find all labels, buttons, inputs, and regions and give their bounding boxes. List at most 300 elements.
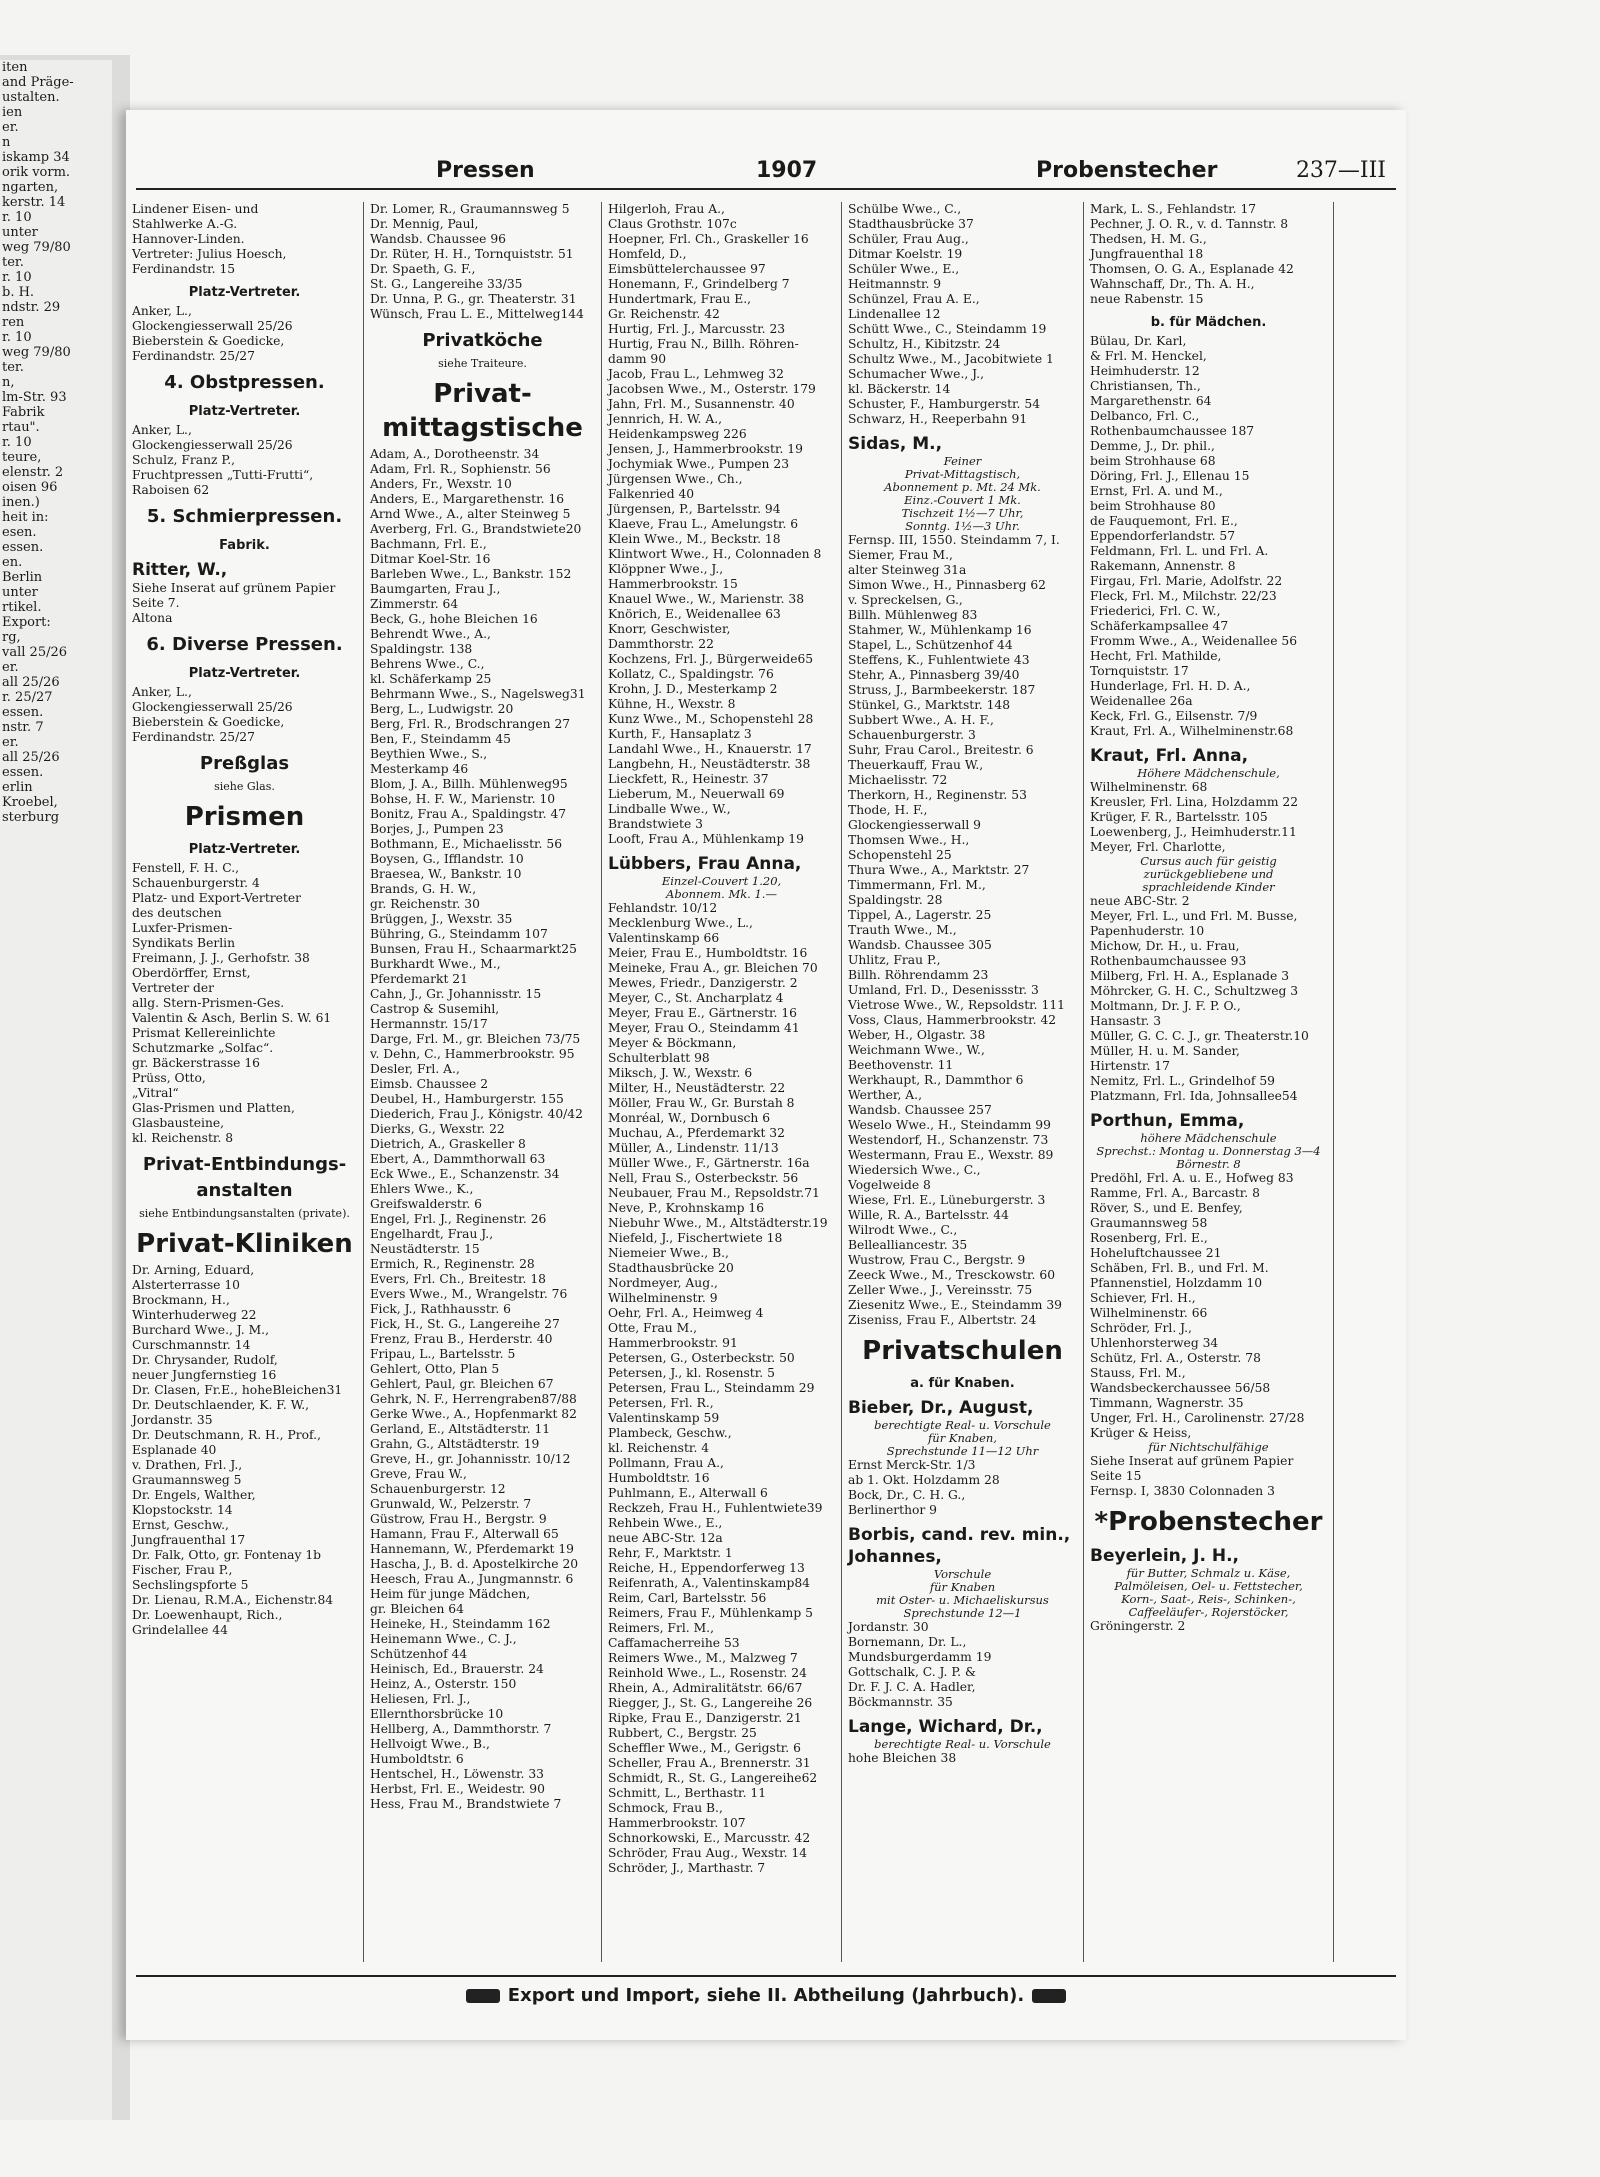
facing-page-text: heit in: (2, 510, 49, 525)
directory-entry: Heimhuderstr. 12 (1090, 364, 1200, 378)
directory-entry: Milter, H., Neustädterstr. 22 (608, 1081, 786, 1095)
directory-entry: Meyer, C., St. Ancharplatz 4 (608, 991, 784, 1005)
directory-entry: Cahn, J., Gr. Johannisstr. 15 (370, 987, 542, 1001)
directory-entry: Lindenallee 12 (848, 307, 941, 321)
directory-entry: Valentin & Asch, Berlin S. W. 61 (132, 1011, 332, 1025)
directory-entry: Glockengiesserwall 25/26 (132, 438, 293, 452)
subheading: Platz-Vertreter. (188, 285, 301, 300)
directory-entry: Grindelallee 44 (132, 1623, 228, 1637)
directory-entry: Klaeve, Frau L., Amelungstr. 6 (608, 517, 799, 531)
directory-entry: Eppendorferlandstr. 57 (1090, 529, 1236, 543)
directory-entry: Hermannstr. 15/17 (370, 1017, 488, 1031)
directory-entry: Hurtig, Frau N., Billh. Röhren- (608, 337, 799, 351)
directory-entry: Firgau, Frl. Marie, Adolfstr. 22 (1090, 574, 1283, 588)
directory-entry: Bothmann, E., Michaelisstr. 56 (370, 837, 563, 851)
directory-entry: Alsterterrasse 10 (132, 1278, 240, 1292)
facing-page-text: r. 10 (2, 330, 32, 345)
directory-page (126, 110, 1406, 2040)
directory-entry: Gerke Wwe., A., Hopfenmarkt 82 (370, 1407, 577, 1421)
directory-entry: Rakemann, Annenstr. 8 (1090, 559, 1236, 573)
directory-entry: Esplanade 40 (132, 1443, 217, 1457)
facing-page-text: unter (2, 225, 38, 240)
directory-entry: Subbert Wwe., A. H. F., (848, 713, 994, 727)
directory-entry: Delbanco, Frl. C., (1090, 409, 1200, 423)
directory-entry: „Vitral“ (132, 1086, 179, 1100)
directory-entry: Werkhaupt, R., Dammthor 6 (848, 1073, 1024, 1087)
facing-page-text: r. 10 (2, 270, 32, 285)
footer-text: Export und Import, siehe II. Abtheilung (Jahrbuch). (507, 1985, 1025, 2006)
directory-entry: Falkenried 40 (608, 487, 695, 501)
directory-entry: Hecht, Frl. Mathilde, (1090, 649, 1222, 663)
directory-entry: Gehrk, N. F., Herrengraben87/88 (370, 1392, 577, 1406)
advertisement-line: höhere Mädchenschule (1140, 1131, 1277, 1145)
advertisement-line: Kraut, Frl. Anna, (1090, 746, 1249, 766)
directory-entry: Blom, J. A., Billh. Mühlenweg95 (370, 777, 568, 791)
directory-entry: Syndikats Berlin (132, 936, 236, 950)
directory-entry: Boysen, G., Ifflandstr. 10 (370, 852, 524, 866)
directory-entry: Graumannsweg 58 (1090, 1216, 1208, 1230)
directory-entry: Glockengiesserwall 25/26 (132, 700, 293, 714)
directory-entry: hohe Bleichen 38 (848, 1751, 957, 1765)
section-heading: Privatschulen (862, 1336, 1063, 1366)
directory-entry: Schröder, Frau Aug., Wexstr. 14 (608, 1846, 808, 1860)
directory-entry: Ben, F., Steindamm 45 (370, 732, 511, 746)
advertisement-line: Höhere Mädchenschule, (1137, 766, 1280, 780)
directory-entry: Schuster, F., Hamburgerstr. 54 (848, 397, 1041, 411)
directory-entry: Jacob, Frau L., Lehmweg 32 (608, 367, 784, 381)
section-heading: Privat-Entbindungs-anstalten (142, 1154, 347, 1201)
directory-entry: alter Steinweg 31a (848, 563, 967, 577)
facing-page-text: er. (2, 660, 19, 675)
directory-entry: Humboldtstr. 6 (370, 1752, 464, 1766)
directory-entry: Billh. Röhrendamm 23 (848, 968, 989, 982)
directory-entry: Struss, J., Barmbeekerstr. 187 (848, 683, 1036, 697)
advertisement-line: für Butter, Schmalz u. Käse, (1126, 1566, 1291, 1580)
directory-entry: Meyer & Böckmann, (608, 1036, 737, 1050)
directory-entry: Hirtenstr. 17 (1090, 1059, 1170, 1073)
directory-entry: Werther, A., (848, 1088, 922, 1102)
facing-page-text: essen. (2, 705, 44, 720)
directory-entry: Engelhardt, Frau J., (370, 1227, 494, 1241)
directory-entry: Schulz, Franz P., (132, 453, 236, 467)
directory-entry: Graumannsweg 5 (132, 1473, 242, 1487)
directory-entry: Brandstwiete 3 (608, 817, 703, 831)
directory-entry: Weichmann Wwe., W., (848, 1043, 985, 1057)
facing-page-text: en. (2, 555, 23, 570)
facing-page-text: orik vorm. (2, 165, 71, 180)
facing-page-text: er. (2, 735, 19, 750)
directory-entry: Dr. Mennig, Paul, (370, 217, 479, 231)
page-header (136, 152, 1396, 190)
directory-entry: Spaldingstr. 28 (848, 893, 943, 907)
directory-entry: Müller, G. C. C. J., gr. Theaterstr.10 (1090, 1029, 1309, 1043)
directory-entry: Ernst Merck-Str. 1/3 (848, 1458, 976, 1472)
directory-entry: neue ABC-Str. 2 (1090, 894, 1190, 908)
subheading: Platz-Vertreter. (188, 666, 301, 681)
advertisement-line: berechtigte Real- u. Vorschule (874, 1737, 1051, 1751)
directory-entry: Hoepner, Frl. Ch., Graskeller 16 (608, 232, 809, 246)
facing-page-text: kerstr. 14 (2, 195, 66, 210)
advertisement-line: Caffeeläufer-, Rojerstöcker, (1128, 1605, 1289, 1619)
directory-entry: Dr. Rüter, H. H., Tornquiststr. 51 (370, 247, 574, 261)
directory-entry: Schmidt, R., St. G., Langereihe62 (608, 1771, 818, 1785)
directory-entry: Fischer, Frau P., (132, 1563, 233, 1577)
advertisement-line: berechtigte Real- u. Vorschule (874, 1418, 1051, 1432)
directory-entry: Siehe Inserat auf grünem Papier (1090, 1454, 1294, 1468)
directory-entry: Schäben, Frl. B., und Frl. M. (1090, 1261, 1269, 1275)
directory-entry: Claus Grothstr. 107c (608, 217, 737, 231)
directory-entry: Glockengiesserwall 9 (848, 818, 982, 832)
directory-entry: Seite 15 (1090, 1469, 1142, 1483)
directory-entry: Umland, Frl. D., Desenissstr. 3 (848, 983, 1039, 997)
advertisement-line: sprachleidende Kinder (1142, 880, 1275, 894)
directory-entry: Beethovenstr. 11 (848, 1058, 954, 1072)
directory-entry: Anker, L., (132, 304, 192, 318)
directory-entry: Klopstockstr. 14 (132, 1503, 233, 1517)
directory-entry: Margarethenstr. 64 (1090, 394, 1212, 408)
directory-entry: Siehe Inserat auf grünem Papier (132, 581, 336, 595)
directory-entry: Nordmeyer, Aug., (608, 1276, 718, 1290)
directory-entry: Reimers, Frl. M., (608, 1621, 714, 1635)
directory-entry: Dierks, G., Wexstr. 22 (370, 1122, 505, 1136)
directory-entry: Raboisen 62 (132, 483, 210, 497)
directory-entry: Jungfrauenthal 18 (1090, 247, 1204, 261)
directory-entry: allg. Stern-Prismen-Ges. (132, 996, 285, 1010)
advertisement-line: Korn-, Saat-, Reis-, Schinken-, (1121, 1592, 1296, 1606)
facing-page-text: oisen 96 (2, 480, 58, 495)
directory-entry: neuer Jungfernstieg 16 (132, 1368, 277, 1382)
directory-entry: Hentschel, H., Löwenstr. 33 (370, 1767, 544, 1781)
facing-page-text: all 25/26 (2, 675, 60, 690)
directory-entry: Mesterkamp 46 (370, 762, 469, 776)
directory-entry: Altona (132, 611, 173, 625)
advertisement-line: Sprechstunde 11—12 Uhr (886, 1444, 1039, 1458)
advertisement-line: Borbis, cand. rev. min., Johannes, (848, 1525, 1071, 1567)
directory-entry: Petersen, G., Osterbeckstr. 50 (608, 1351, 795, 1365)
column-4 (842, 202, 1084, 1962)
directory-entry: Fick, H., St. G., Langereihe 27 (370, 1317, 560, 1331)
directory-entry: Uhlenhorsterweg 34 (1090, 1336, 1219, 1350)
facing-page-text: vall 25/26 (2, 645, 68, 660)
directory-entry: Oberdörffer, Ernst, (132, 966, 251, 980)
advertisement-line: Einz.-Couvert 1 Mk. (904, 493, 1021, 507)
directory-entry: Simon Wwe., H., Pinnasberg 62 (848, 578, 1047, 592)
advertisement-line: Sprechst.: Montag u. Donnerstag 3—4 (1096, 1144, 1321, 1158)
directory-entry: Evers Wwe., M., Wrangelstr. 76 (370, 1287, 568, 1301)
directory-entry: Uhlitz, Frau P., (848, 953, 941, 967)
directory-entry: Greifswalderstr. 6 (370, 1197, 483, 1211)
directory-entry: Friederici, Frl. C. W., (1090, 604, 1221, 618)
directory-entry: Dr. Arning, Eduard, (132, 1263, 255, 1277)
directory-entry: Möhrcker, G. H. C., Schultzweg 3 (1090, 984, 1299, 998)
advertisement-line: für Knaben (929, 1580, 996, 1594)
directory-entry: Gehlert, Otto, Plan 5 (370, 1362, 500, 1376)
directory-entry: Burkhardt Wwe., M., (370, 957, 501, 971)
directory-entry: Thode, H. F., (848, 803, 928, 817)
facing-page-text: r. 10 (2, 435, 32, 450)
directory-entry: Borjes, J., Pumpen 23 (370, 822, 504, 836)
directory-entry: Sechslingspforte 5 (132, 1578, 249, 1592)
directory-entry: Jürgensen, P., Bartelsstr. 94 (608, 502, 781, 516)
directory-entry: Prüss, Otto, (132, 1071, 206, 1085)
directory-entry: Feldmann, Frl. L. und Frl. A. (1090, 544, 1269, 558)
section-heading: 4. Obstpressen. (164, 372, 325, 393)
directory-entry: Stahmer, W., Mühlenkamp 16 (848, 623, 1032, 637)
directory-entry: Rothenbaumchaussee 187 (1090, 424, 1255, 438)
directory-entry: Weselo Wwe., H., Steindamm 99 (848, 1118, 1051, 1132)
advertisement-line: Sonntg. 1½—3 Uhr. (905, 519, 1020, 533)
directory-entry: Schülbe Wwe., C., (848, 202, 962, 216)
directory-entry: Bieberstein & Goedicke, (132, 334, 285, 348)
directory-entry: Greve, H., gr. Johannisstr. 10/12 (370, 1452, 571, 1466)
directory-entry: Hascha, J., B. d. Apostelkirche 20 (370, 1557, 579, 1571)
section-heading: Privat-mittagstische (382, 379, 583, 443)
directory-entry: kl. Bäckerstr. 14 (848, 382, 951, 396)
directory-entry: Hammerbrookstr. 91 (608, 1336, 738, 1350)
directory-entry: Hoheluftchaussee 21 (1090, 1246, 1222, 1260)
facing-page-text: ngarten, (2, 180, 59, 195)
directory-entry: Dr. Loewenhaupt, Rich., (132, 1608, 283, 1622)
directory-entry: Dr. Clasen, Fr.E., hoheBleichen31 (132, 1383, 343, 1397)
directory-entry: Tippel, A., Lagerstr. 25 (848, 908, 992, 922)
directory-entry: Desler, Frl. A., (370, 1062, 460, 1076)
directory-entry: Thedsen, H. M. G., (1090, 232, 1207, 246)
advertisement-line: Börnestr. 8 (1176, 1157, 1241, 1171)
directory-entry: Behrmann Wwe., S., Nagelsweg31 (370, 687, 586, 701)
section-heading: Privat-Kliniken (136, 1229, 353, 1259)
directory-entry: Wandsb. Chaussee 96 (370, 232, 507, 246)
directory-entry: Fruchtpressen „Tutti-Frutti“, (132, 468, 314, 482)
directory-entry: Otte, Frau M., (608, 1321, 698, 1335)
advertisement-line: Vorschule (933, 1567, 992, 1581)
directory-entry: Unger, Frl. H., Carolinenstr. 27/28 (1090, 1411, 1305, 1425)
directory-entry: Schumacher Wwe., J., (848, 367, 984, 381)
facing-page-text: all 25/26 (2, 750, 60, 765)
directory-entry: Luxfer-Prismen- (132, 921, 233, 935)
directory-entry: v. Spreckelsen, G., (848, 593, 963, 607)
directory-entry: St. G., Langereihe 33/35 (370, 277, 523, 291)
directory-entry: Scheller, Frau A., Brennerstr. 31 (608, 1756, 811, 1770)
directory-entry: Heitmannstr. 9 (848, 277, 942, 291)
directory-entry: Freimann, J. J., Gerhofstr. 38 (132, 951, 310, 965)
directory-entry: Theuerkauff, Frau W., (848, 758, 984, 772)
directory-entry: Dietrich, A., Graskeller 8 (370, 1137, 526, 1151)
directory-entry: Ferdinandstr. 25/27 (132, 730, 255, 744)
facing-page-text: sterburg (2, 810, 60, 825)
directory-entry: Knauel Wwe., W., Marienstr. 38 (608, 592, 805, 606)
directory-entry: Schüler, Frau Aug., (848, 232, 969, 246)
directory-entry: Ramme, Frl. A., Barcastr. 8 (1090, 1186, 1260, 1200)
directory-entry: Berg, L., Ludwigstr. 20 (370, 702, 514, 716)
directory-entry: Brands, G. H. W., (370, 882, 477, 896)
advertisement-line: für Nichtschulfähige (1148, 1440, 1269, 1454)
directory-entry: Westendorf, H., Schanzenstr. 73 (848, 1133, 1049, 1147)
directory-entry: Hellberg, A., Dammthorstr. 7 (370, 1722, 552, 1736)
column-5 (1084, 202, 1334, 1962)
directory-entry: Pferdemarkt 21 (370, 972, 468, 986)
directory-entry: Heineke, H., Steindamm 162 (370, 1617, 551, 1631)
directory-entry: Niemeier Wwe., B., (608, 1246, 729, 1260)
directory-entry: Schultz Wwe., M., Jacobitwiete 1 (848, 352, 1054, 366)
directory-entry: Anker, L., (132, 685, 192, 699)
directory-entry: Tornquiststr. 17 (1090, 664, 1189, 678)
subheading: a. für Knaben. (910, 1376, 1015, 1391)
directory-entry: neue Rabenstr. 15 (1090, 292, 1204, 306)
directory-entry: Hansastr. 3 (1090, 1014, 1162, 1028)
directory-entry: Beythien Wwe., S., (370, 747, 488, 761)
directory-entry: Herbst, Frl. E., Weidestr. 90 (370, 1782, 545, 1796)
directory-entry: Lieberum, M., Neuerwall 69 (608, 787, 785, 801)
directory-entry: Hunderlage, Frl. H. D. A., (1090, 679, 1251, 693)
directory-entry: Schröder, Frl. J., (1090, 1321, 1192, 1335)
directory-entry: Lieckfett, R., Heinestr. 37 (608, 772, 769, 786)
facing-page-text: rtau". (2, 420, 40, 435)
directory-entry: v. Dehn, C., Hammerbrookstr. 95 (370, 1047, 575, 1061)
directory-entry: Jahn, Frl. M., Susannenstr. 40 (608, 397, 795, 411)
directory-entry: Schäferkampsallee 47 (1090, 619, 1229, 633)
directory-entry: Thomsen Wwe., H., (848, 833, 970, 847)
column-2 (364, 202, 602, 1962)
facing-page-text: er. (2, 120, 19, 135)
directory-entry: Spaldingstr. 138 (370, 642, 473, 656)
directory-entry: Rosenberg, Frl. E., (1090, 1231, 1208, 1245)
facing-page-text: lm-Str. 93 (2, 390, 67, 405)
subheading: Platz-Vertreter. (188, 404, 301, 419)
directory-entry: Thomsen, O. G. A., Esplanade 42 (1090, 262, 1294, 276)
directory-entry: Brockmann, H., (132, 1293, 230, 1307)
directory-entry: Reinhold Wwe., L., Rosenstr. 24 (608, 1666, 807, 1680)
directory-entry: Timmermann, Frl. M., (848, 878, 986, 892)
facing-page-text: iskamp 34 (2, 150, 70, 165)
directory-entry: Westermann, Frau E., Wexstr. 89 (848, 1148, 1054, 1162)
directory-entry: Heliesen, Frl. J., (370, 1692, 471, 1706)
footer-note (136, 1975, 1396, 2006)
directory-entry: Schütz, Frl. A., Osterstr. 78 (1090, 1351, 1261, 1365)
facing-page-text: Kroebel, (2, 795, 58, 810)
directory-entry: Thura Wwe., A., Marktstr. 27 (848, 863, 1030, 877)
directory-entry: Baumgarten, Frau J., (370, 582, 501, 596)
facing-page-text: n (2, 135, 11, 150)
directory-entry: Neve, P., Krohnskamp 16 (608, 1201, 765, 1215)
directory-entry: kl. Reichenstr. 8 (132, 1131, 234, 1145)
directory-entry: Eck Wwe., E., Schanzenstr. 34 (370, 1167, 560, 1181)
directory-entry: Prismat Kellereinlichte (132, 1026, 276, 1040)
directory-entry: gr. Reichenstr. 30 (370, 897, 480, 911)
directory-entry: Kunz Wwe., M., Schopenstehl 28 (608, 712, 814, 726)
directory-entry: Wandsb. Chaussee 305 (848, 938, 992, 952)
directory-entry: Voss, Claus, Hammerbrookstr. 42 (848, 1013, 1057, 1027)
directory-entry: Heidenkampsweg 226 (608, 427, 747, 441)
directory-entry: Wiedersich Wwe., C., (848, 1163, 981, 1177)
directory-entry: Lindener Eisen- und (132, 202, 259, 216)
advertisement-line: Abonnem. Mk. 1.— (666, 887, 777, 901)
directory-entry: Trauth Wwe., M., (848, 923, 957, 937)
directory-entry: Platz- und Export-Vertreter (132, 891, 302, 905)
directory-entry: Zeller Wwe., J., Vereinsstr. 75 (848, 1283, 1033, 1297)
directory-entry: Mundsburgerdamm 19 (848, 1650, 992, 1664)
directory-entry: Neubauer, Frau M., Repsoldstr.71 (608, 1186, 820, 1200)
directory-entry: Wustrow, Frau C., Bergstr. 9 (848, 1253, 1026, 1267)
directory-entry: Burchard Wwe., J. M., (132, 1323, 270, 1337)
column-1 (126, 202, 364, 1962)
directory-entry: Reiche, H., Eppendorferweg 13 (608, 1561, 805, 1575)
facing-page-text: Fabrik (2, 405, 45, 420)
directory-entry: Kochzens, Frl. J., Bürgerweide65 (608, 652, 814, 666)
directory-entry: Bülau, Dr. Karl, (1090, 334, 1187, 348)
directory-entry: Jordanstr. 35 (132, 1413, 213, 1427)
directory-entry: Monréal, W., Dornbusch 6 (608, 1111, 771, 1125)
directory-entry: Stehr, A., Pinnasberg 39/40 (848, 668, 1020, 682)
directory-entry: Hammerbrookstr. 15 (608, 577, 738, 591)
directory-entry: Jordanstr. 30 (848, 1620, 929, 1634)
directory-entry: Schröder, J., Marthastr. 7 (608, 1861, 766, 1875)
cross-reference: siehe Glas. (214, 780, 275, 793)
directory-entry: Christiansen, Th., (1090, 379, 1201, 393)
directory-entry: Klein Wwe., M., Beckstr. 18 (608, 532, 781, 546)
directory-entry: Hannover-Linden. (132, 232, 245, 246)
directory-entry: Schützenhof 44 (370, 1647, 468, 1661)
facing-page-fragment (0, 60, 112, 2120)
directory-entry: Zeeck Wwe., M., Tresckowstr. 60 (848, 1268, 1056, 1282)
directory-entry: Grahn, G., Altstädterstr. 19 (370, 1437, 540, 1451)
facing-page-text: b. H. (2, 285, 35, 300)
facing-page-text: Berlin (2, 570, 43, 585)
directory-entry: Stünkel, G., Marktstr. 148 (848, 698, 1011, 712)
directory-entry: Adam, Frl. R., Sophienstr. 56 (370, 462, 551, 476)
directory-entry: Wille, R. A., Bartelsstr. 44 (848, 1208, 1009, 1222)
directory-entry: Müller, H. u. M. Sander, (1090, 1044, 1240, 1058)
directory-entry: Heinz, A., Osterstr. 150 (370, 1677, 517, 1691)
directory-entry: Müller Wwe., F., Gärtnerstr. 16a (608, 1156, 810, 1170)
directory-entry: des deutschen (132, 906, 222, 920)
directory-entry: Wilrodt Wwe., C., (848, 1223, 958, 1237)
directory-entry: Schultz, H., Kibitzstr. 24 (848, 337, 1001, 351)
facing-page-text: weg 79/80 (2, 345, 71, 360)
facing-page-text: inen.) (2, 495, 40, 510)
directory-entry: Kollatz, C., Spaldingstr. 76 (608, 667, 774, 681)
directory-entry: Ebert, A., Dammthorwall 63 (370, 1152, 546, 1166)
directory-entry: Fleck, Frl. M., Milchstr. 22/23 (1090, 589, 1277, 603)
subheading: Fabrik. (219, 538, 270, 553)
directory-entry: Bellealliancestr. 35 (848, 1238, 968, 1252)
directory-entry: Engel, Frl. J., Reginenstr. 26 (370, 1212, 547, 1226)
directory-entry: Neustädterstr. 15 (370, 1242, 480, 1256)
facing-page-text: ustalten. (2, 90, 60, 105)
directory-entry: Stadthausbrücke 20 (608, 1261, 734, 1275)
directory-entry: Scheffler Wwe., M., Gerigstr. 6 (608, 1741, 801, 1755)
advertisement-line: Ritter, W., (132, 560, 228, 580)
directory-entry: Petersen, J., kl. Rosenstr. 5 (608, 1366, 775, 1380)
directory-entry: Behrens Wwe., C., (370, 657, 485, 671)
directory-entry: ab 1. Okt. Holzdamm 28 (848, 1473, 1000, 1487)
directory-entry: Bachmann, Frl. E., (370, 537, 487, 551)
directory-entry: Bieberstein & Goedicke, (132, 715, 285, 729)
facing-page-text: essen. (2, 765, 44, 780)
directory-entry: Mewes, Friedr., Danzigerstr. 2 (608, 976, 798, 990)
facing-page-text: ndstr. 29 (2, 300, 61, 315)
directory-entry: Gr. Reichenstr. 42 (608, 307, 720, 321)
section-heading: Privatköche (422, 330, 543, 351)
directory-entry: Schünzel, Frau A. E., (848, 292, 980, 306)
directory-entry: Wilhelminenstr. 68 (1090, 780, 1208, 794)
facing-page-text: ter. (2, 360, 24, 375)
directory-entry: Wiese, Frl. E., Lüneburgerstr. 3 (848, 1193, 1046, 1207)
directory-entry: Riegger, J., St. G., Langereihe 26 (608, 1696, 813, 1710)
directory-entry: kl. Schäferkamp 25 (370, 672, 492, 686)
directory-entry: Kühne, H., Wexstr. 8 (608, 697, 736, 711)
directory-entry: Ernst, Geschw., (132, 1518, 229, 1532)
directory-entry: Glasbausteine, (132, 1116, 225, 1130)
